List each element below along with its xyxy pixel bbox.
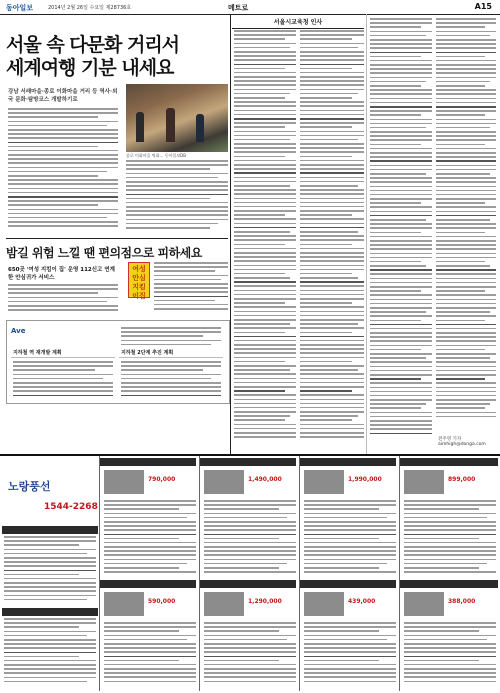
- ad-photo: [204, 470, 244, 494]
- box-list-right: [121, 361, 221, 399]
- article2-headline: 밤길 위험 느낄 땐 편의점으로 피하세요: [6, 246, 202, 260]
- article2-body-left: [8, 284, 118, 316]
- personnel-list-col2: [300, 30, 364, 450]
- column-divider: [366, 14, 367, 454]
- ad-header: [100, 580, 196, 588]
- subway-info-box: [6, 320, 230, 404]
- ad-header: [400, 458, 498, 466]
- ad-photo: [204, 592, 244, 616]
- safety-badge: 여성안심 지킴이집: [128, 262, 150, 298]
- ad-price: 1,990,000: [348, 476, 382, 483]
- article1-body-right: [126, 160, 228, 232]
- page-number: A15: [474, 2, 492, 11]
- ad-price: 388,000: [448, 598, 476, 605]
- divider: [6, 238, 228, 239]
- ad-text: [404, 622, 496, 688]
- article1-subhead: 강남 서래마을·종로 이화마을 거리 등 역사·외국 문화·탐방코스 개발하기로: [8, 89, 118, 103]
- ad-text: [104, 500, 196, 576]
- box-logo: Ave: [11, 327, 26, 335]
- personnel-title: 서울시교육청 인사: [232, 17, 364, 29]
- ad-photo: [304, 592, 344, 616]
- section-title: 메트로: [228, 4, 249, 12]
- personnel-list-col1: [234, 30, 296, 450]
- ad-price: 1,490,000: [248, 476, 282, 483]
- ad-photo: [404, 592, 444, 616]
- ad-text: [104, 622, 196, 688]
- box-header-2: 지하철 2단계 추진 계획: [121, 350, 174, 356]
- ad-photo: [304, 470, 344, 494]
- ad-divider: [99, 456, 100, 691]
- article2-body-right: [154, 262, 228, 316]
- ad-header: [200, 458, 296, 466]
- ad-header: [300, 458, 396, 466]
- ad-divider: [199, 456, 200, 691]
- ad-price: 1,290,000: [248, 598, 282, 605]
- box-header-1: 지하철 역 재개발 계획: [13, 350, 62, 356]
- ad-text: [304, 622, 396, 688]
- newspaper-logo: 동아일보: [6, 3, 34, 12]
- ad-photo: [404, 470, 444, 494]
- box-list-left: [13, 361, 113, 399]
- ad-header: [100, 458, 196, 466]
- ad-header: [200, 580, 296, 588]
- column-divider: [230, 14, 231, 454]
- issue-date: 2014년 2월 26일 수요일 제28736호: [48, 5, 132, 11]
- ad-text: [204, 622, 296, 688]
- ad-photo: [104, 592, 144, 616]
- photo-caption: 종로 이화마을 벽화… 동아일보DB: [126, 153, 187, 158]
- ad-header: [2, 526, 98, 534]
- byline: 전주영 기자 aimhigh@donga.com: [438, 437, 486, 447]
- ad-text: [4, 536, 96, 604]
- travel-brand: 노랑풍선: [8, 480, 51, 493]
- article2-subhead: 650곳 '여성 지킴이 집' 운영 112신고 연계한 안심귀가 서비스: [8, 267, 115, 281]
- ad-price: 899,000: [448, 476, 476, 483]
- ad-header: [400, 580, 498, 588]
- ad-text: [204, 500, 296, 576]
- ad-text: [304, 500, 396, 576]
- article1-body-left: [8, 108, 118, 230]
- ad-photo: [104, 470, 144, 494]
- personnel-list-col4: [436, 18, 496, 432]
- travel-phone: 1544-2268: [44, 502, 98, 512]
- ad-price: 590,000: [148, 598, 176, 605]
- article1-headline: 서울 속 다문화 거리서 세계여행 기분 내세요: [6, 34, 180, 79]
- street-photo: [126, 84, 228, 152]
- ad-header: [2, 608, 98, 616]
- ad-text: [404, 500, 496, 576]
- masthead: [0, 0, 500, 15]
- ad-divider: [399, 456, 400, 691]
- ad-header: [300, 580, 396, 588]
- ad-price: 439,000: [348, 598, 376, 605]
- ad-price: 790,000: [148, 476, 176, 483]
- box-list-top: [121, 327, 221, 347]
- ad-divider: [299, 456, 300, 691]
- ad-text: [4, 618, 96, 688]
- personnel-list-col3: [370, 18, 432, 450]
